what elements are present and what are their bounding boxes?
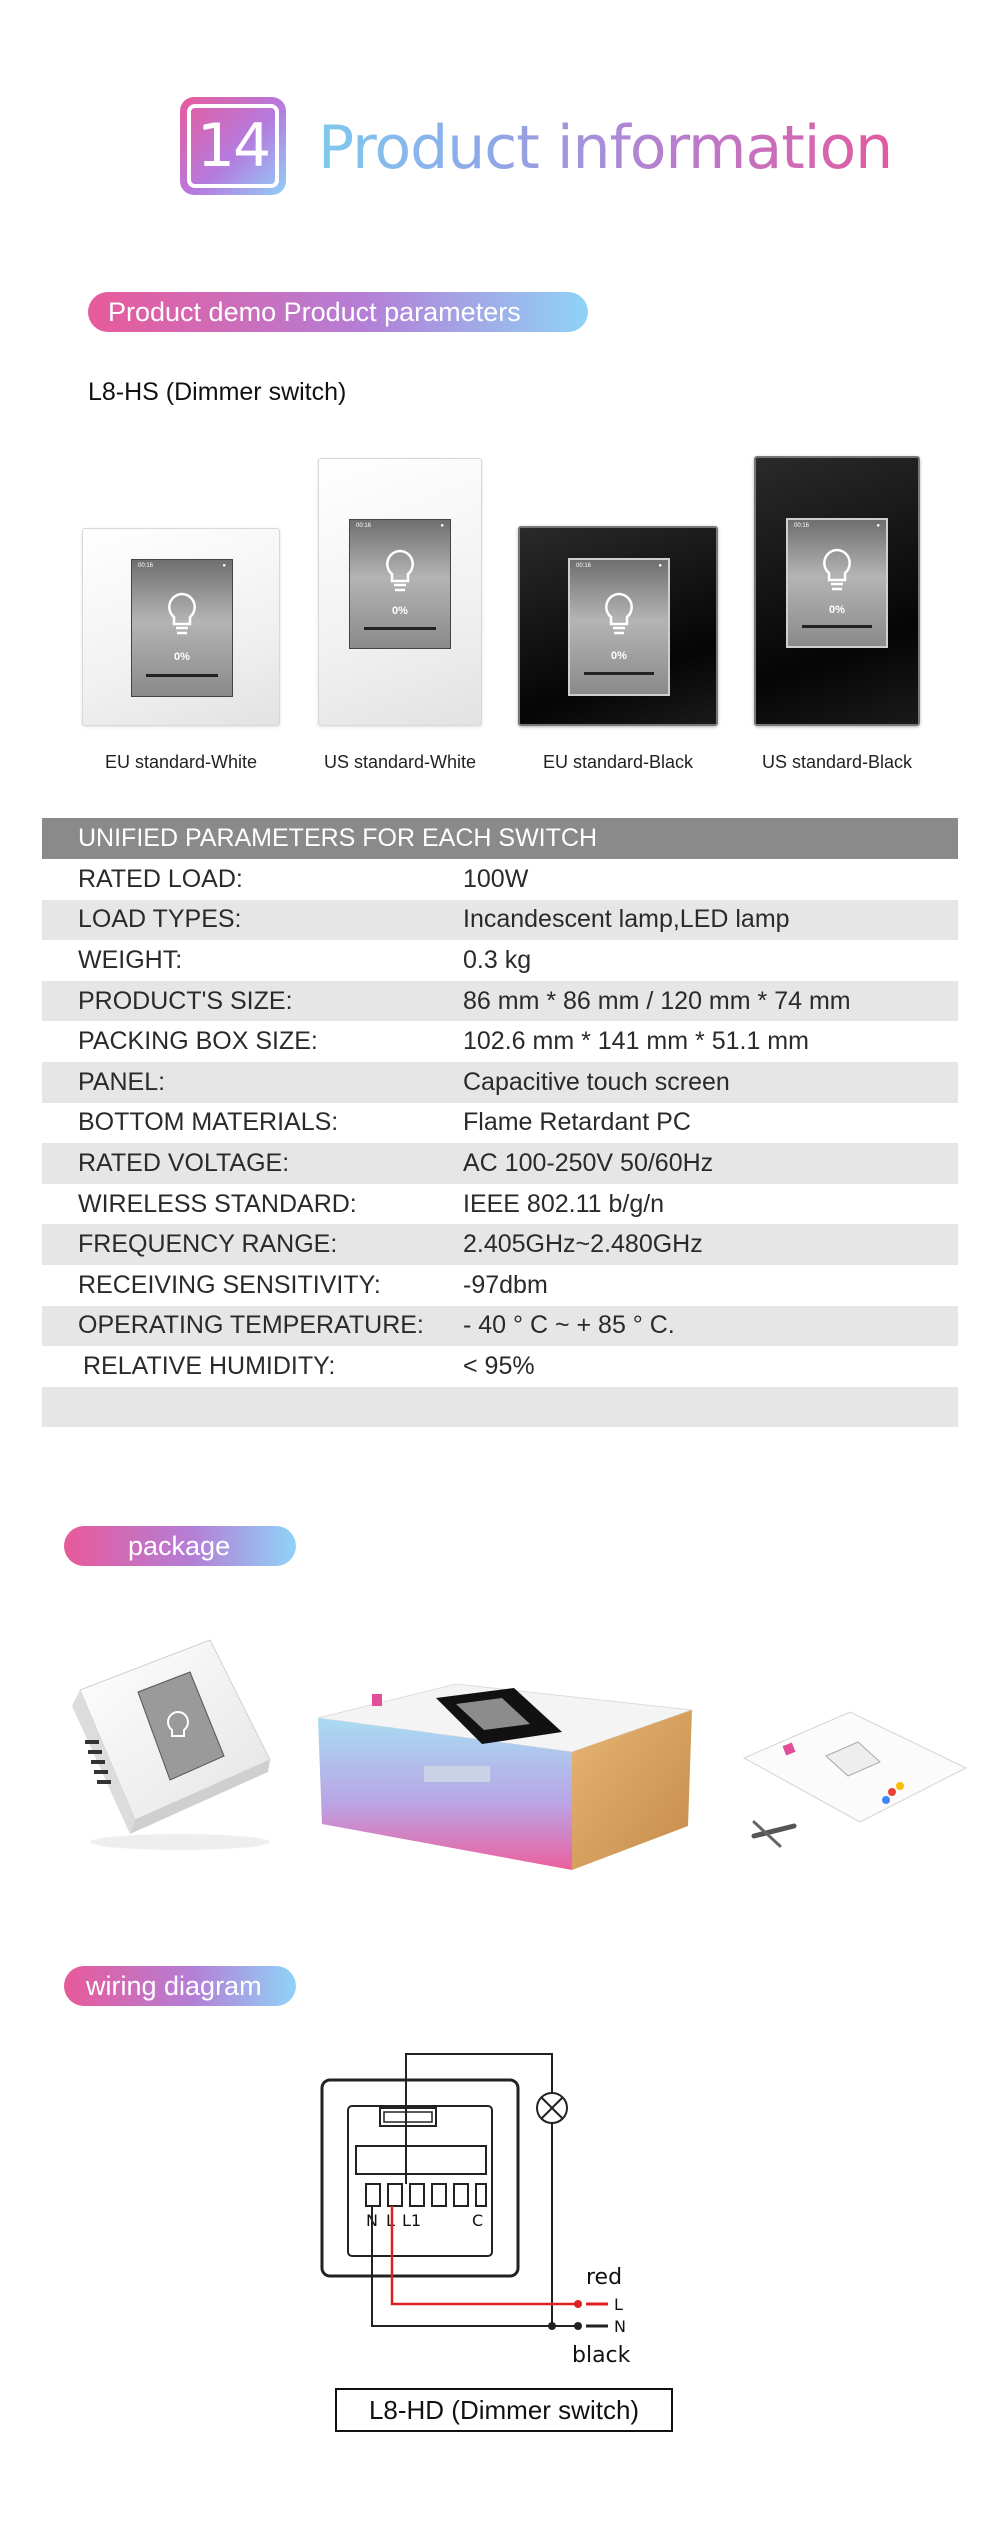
black-wire-label: black: [572, 2343, 631, 2368]
switch-eu-black: [518, 526, 718, 726]
switch-us-black: [754, 456, 920, 726]
switch-eu-white: [82, 528, 280, 726]
model-title: L8-HS (Dimmer switch): [88, 378, 347, 406]
module-outline: [348, 2106, 492, 2256]
dimmer-bar: [364, 627, 436, 630]
wiring-section-tag: wiring diagram: [64, 1966, 296, 2006]
param-value: Incandescent lamp,LED lamp: [463, 905, 790, 934]
section-number: 14: [187, 104, 279, 188]
param-key: PANEL:: [78, 1067, 166, 1096]
terminal-l: L: [386, 2211, 395, 2230]
red-wire-label: red: [586, 2265, 623, 2290]
page-header: [0, 95, 1000, 205]
bulb-icon: [380, 547, 420, 595]
table-row: [42, 1143, 958, 1184]
switch-screen: 00:16 ● 0%: [786, 518, 888, 648]
bulb-icon: [162, 590, 202, 638]
package-manual-image: [740, 1710, 970, 1850]
terminal-l1: L1: [402, 2211, 422, 2230]
parameters-table-heading: UNIFIED PARAMETERS FOR EACH SWITCH: [42, 818, 958, 859]
table-row: [42, 1306, 958, 1347]
param-key: LOAD TYPES:: [78, 905, 242, 934]
switch-caption: US standard-Black: [761, 752, 913, 772]
param-key: RELATIVE HUMIDITY:: [83, 1351, 336, 1380]
param-key: RATED VOLTAGE:: [78, 1148, 290, 1177]
param-value: AC 100-250V 50/60Hz: [463, 1148, 714, 1177]
param-key: FREQUENCY RANGE:: [78, 1230, 338, 1259]
param-key: PRODUCT'S SIZE:: [78, 986, 293, 1015]
terminal-n: N: [366, 2211, 378, 2230]
switch-outline: [322, 2080, 518, 2276]
dimmer-percent: 0%: [174, 651, 190, 664]
table-row: [42, 900, 958, 941]
table-row: [42, 940, 958, 981]
switch-caption: EU standard-White: [104, 752, 258, 772]
table-row: [42, 859, 958, 900]
param-value: IEEE 802.11 b/g/n: [463, 1189, 665, 1218]
wiring-caption: L8-HD (Dimmer switch): [335, 2388, 673, 2432]
switch-caption: EU standard-Black: [542, 752, 694, 772]
dimmer-percent: 0%: [829, 603, 845, 616]
package-section-tag: package: [64, 1526, 296, 1566]
param-value: 100W: [463, 864, 529, 893]
param-value: 2.405GHz~2.480GHz: [463, 1230, 703, 1259]
dimmer-percent: 0%: [392, 605, 408, 618]
param-value: 0.3 kg: [463, 945, 532, 974]
table-row: [42, 1021, 958, 1062]
switch-screen: 00:16 ● 0%: [568, 558, 670, 696]
param-key: OPERATING TEMPERATURE:: [78, 1311, 424, 1340]
table-row: [42, 1346, 958, 1387]
page-title: Product information: [318, 113, 893, 183]
parameters-rows: [42, 859, 958, 1427]
table-row-blank: [42, 1387, 958, 1427]
param-key: WEIGHT:: [78, 945, 183, 974]
dimmer-bar: [146, 674, 218, 677]
parameters-table: [42, 818, 958, 1427]
bulb-icon: [817, 546, 857, 594]
param-key: BOTTOM MATERIALS:: [78, 1108, 339, 1137]
param-key: PACKING BOX SIZE:: [78, 1027, 318, 1056]
params-section-tag: Product demo Product parameters: [88, 292, 588, 332]
param-value: Flame Retardant PC: [463, 1108, 691, 1137]
package-box-image: [316, 1640, 696, 1880]
terminal-c: C: [472, 2211, 484, 2230]
param-value: Capacitive touch screen: [463, 1067, 730, 1096]
bulb-icon: [599, 590, 639, 638]
param-value: - 40 ° C ~ + 85 ° C.: [463, 1311, 675, 1340]
wiring-diagram: [310, 2050, 710, 2370]
param-value: -97dbm: [463, 1270, 548, 1299]
table-row: [42, 1103, 958, 1144]
param-value: 102.6 mm * 141 mm * 51.1 mm: [463, 1027, 809, 1056]
line-n-label: N: [614, 2317, 626, 2336]
table-row: [42, 1224, 958, 1265]
param-key: WIRELESS STANDARD:: [78, 1189, 357, 1218]
table-row: [42, 1265, 958, 1306]
param-value: < 95%: [463, 1351, 535, 1380]
switch-screen: 00:16 ● 0%: [349, 519, 451, 649]
package-switch-image: [40, 1620, 280, 1860]
table-row: [42, 981, 958, 1022]
switch-screen: 00:16 ● 0%: [131, 559, 233, 697]
switch-caption: US standard-White: [323, 752, 477, 772]
param-key: RECEIVING SENSITIVITY:: [78, 1270, 381, 1299]
table-row: [42, 1062, 958, 1103]
section-number-badge: [180, 97, 286, 195]
table-row: [42, 1184, 958, 1225]
line-l-label: L: [614, 2295, 623, 2314]
param-key: RATED LOAD:: [78, 864, 243, 893]
dimmer-bar: [802, 625, 873, 628]
switch-us-white: [318, 458, 482, 726]
dimmer-percent: 0%: [611, 649, 627, 662]
dimmer-bar: [584, 672, 655, 675]
param-value: 86 mm * 86 mm / 120 mm * 74 mm: [463, 986, 851, 1015]
